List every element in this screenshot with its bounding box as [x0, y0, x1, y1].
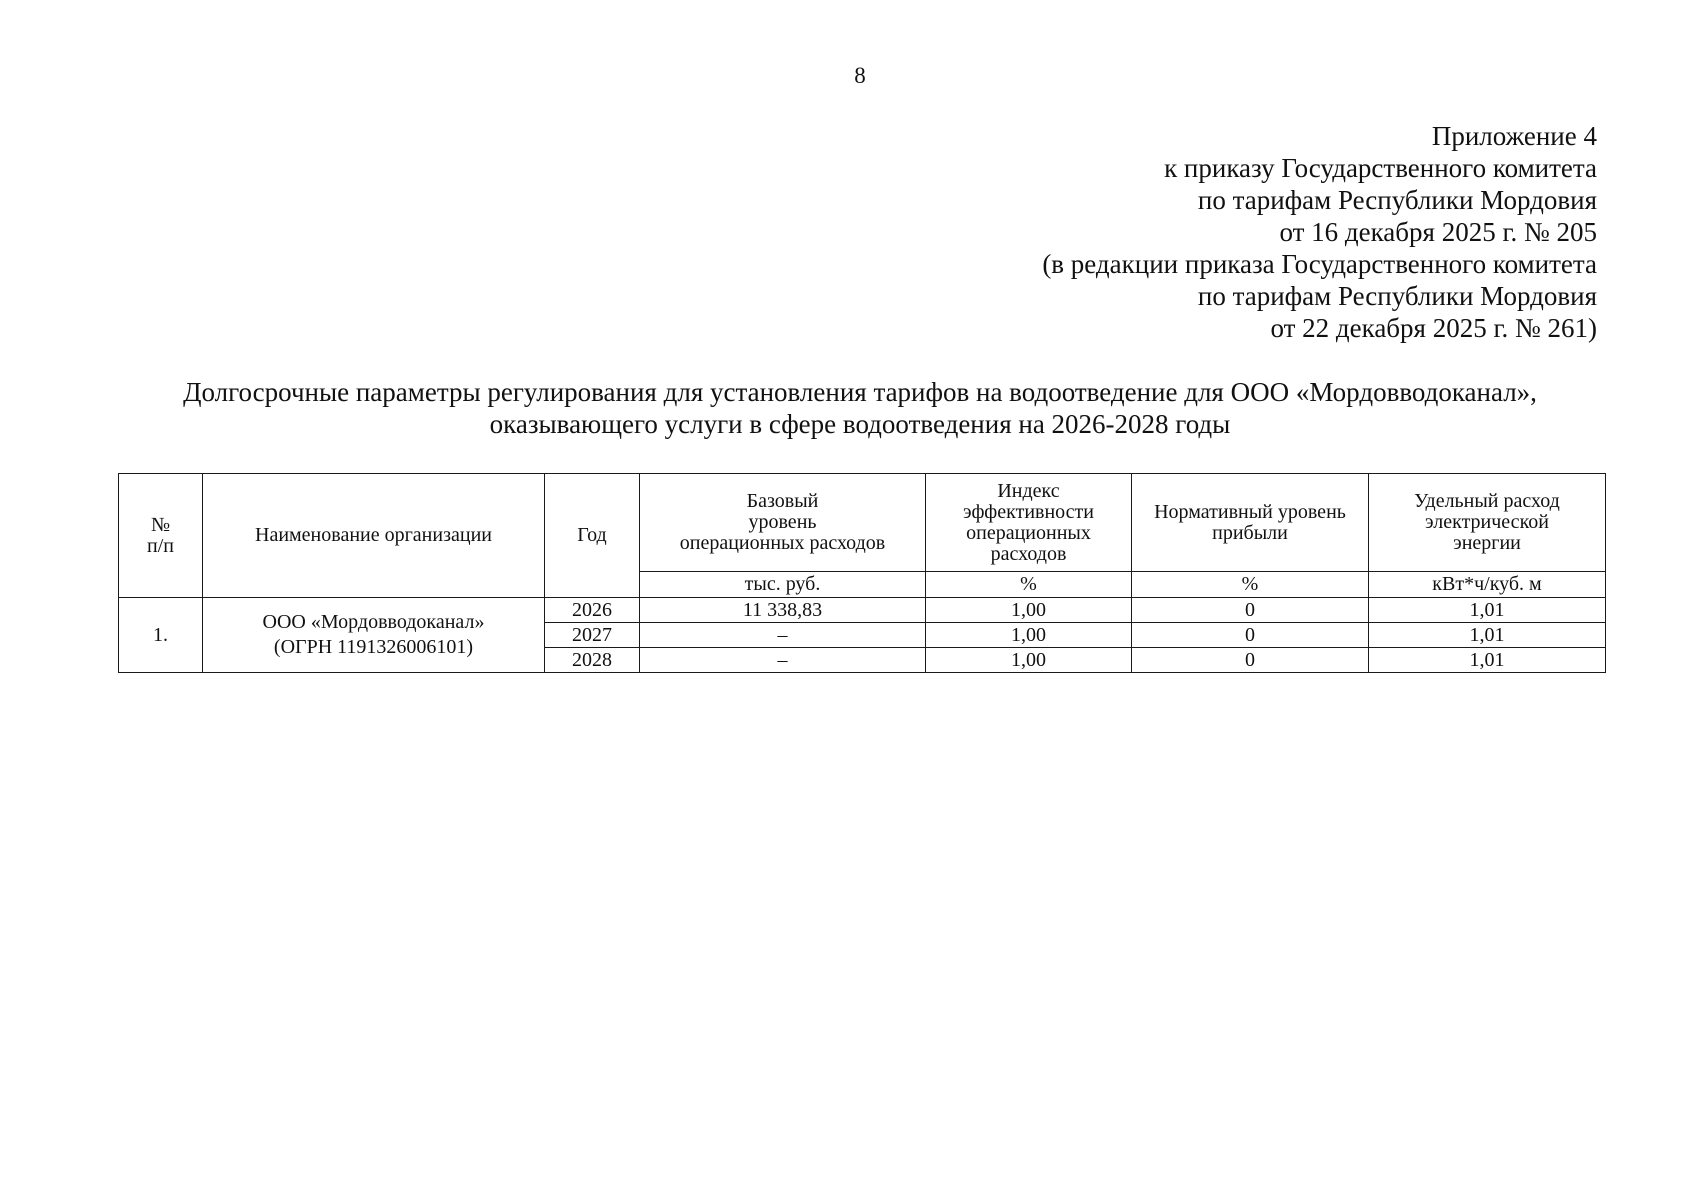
cell-base-opex: – — [640, 623, 926, 648]
parameters-table — [118, 473, 1606, 673]
header-efficiency-index: Индекс эффективности операционных расходов — [926, 474, 1132, 572]
page-number: 8 — [854, 63, 866, 88]
cell-year: 2027 — [545, 623, 640, 648]
appendix-line: (в редакции приказа Государственного комитета — [1042, 249, 1597, 279]
cell-year: 2028 — [545, 648, 640, 673]
header-organization: Наименование организации — [203, 474, 545, 598]
appendix-line: от 16 декабря 2025 г. № 205 — [1279, 217, 1597, 247]
cell-normative-profit: 0 — [1132, 648, 1369, 673]
table-header-row — [119, 474, 1606, 572]
appendix-block — [1042, 120, 1597, 344]
table-row — [119, 598, 1606, 623]
cell-base-opex: 11 338,83 — [640, 598, 926, 623]
document-title-line: оказывающего услуги в сфере водоотведения на 2026-2028 годы — [489, 409, 1231, 439]
header-base-opex: Базовый уровень операционных расходов — [640, 474, 926, 572]
cell-energy-consumption: 1,01 — [1369, 598, 1606, 623]
header-year: Год — [545, 474, 640, 598]
appendix-line: к приказу Государственного комитета — [1164, 153, 1597, 183]
document-title — [0, 376, 1697, 440]
unit-normative-profit: % — [1132, 572, 1369, 598]
cell-efficiency-index: 1,00 — [926, 648, 1132, 673]
unit-energy-consumption: кВт*ч/куб. м — [1369, 572, 1606, 598]
cell-efficiency-index: 1,00 — [926, 623, 1132, 648]
header-number: № п/п — [119, 474, 203, 598]
header-normative-profit: Нормативный уровень прибыли — [1132, 474, 1369, 572]
cell-year: 2026 — [545, 598, 640, 623]
cell-normative-profit: 0 — [1132, 623, 1369, 648]
appendix-line: по тарифам Республики Мордовия — [1197, 185, 1597, 215]
cell-efficiency-index: 1,00 — [926, 598, 1132, 623]
appendix-line: от 22 декабря 2025 г. № 261) — [1270, 313, 1597, 343]
cell-base-opex: – — [640, 648, 926, 673]
unit-base-opex: тыс. руб. — [640, 572, 926, 598]
cell-normative-profit: 0 — [1132, 598, 1369, 623]
cell-energy-consumption: 1,01 — [1369, 623, 1606, 648]
header-energy-consumption: Удельный расход электрической энергии — [1369, 474, 1606, 572]
cell-energy-consumption: 1,01 — [1369, 648, 1606, 673]
unit-efficiency-index: % — [926, 572, 1132, 598]
document-title-line: Долгосрочные параметры регулирования для установления тарифов на водоотведение для ООО «Мордовводоканал», — [183, 377, 1537, 407]
row-number: 1. — [119, 598, 203, 673]
appendix-line: по тарифам Республики Мордовия — [1197, 281, 1597, 311]
organization-name: ООО «Мордовводоканал» (ОГРН 1191326006101) — [203, 598, 545, 673]
appendix-line: Приложение 4 — [1431, 121, 1597, 151]
